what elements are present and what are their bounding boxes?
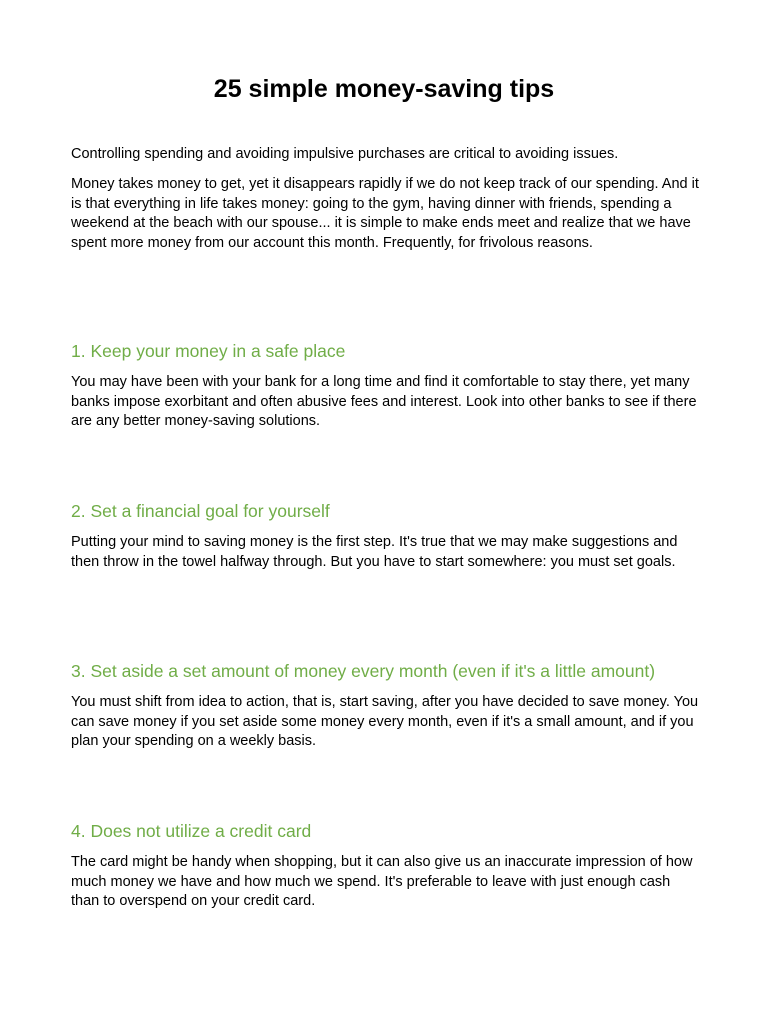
section-heading-2: 2. Set a financial goal for yourself: [71, 501, 330, 521]
section-body-4: The card might be handy when shopping, but it can also give us an inaccurate impression of how much money we have and how much we spend. It's preferable to leave with just enough cash than to overspend on your credit card.: [71, 854, 693, 909]
section-heading-1: 1. Keep your money in a safe place: [71, 341, 346, 361]
section-body-2: Putting your mind to saving money is the first step. It's true that we may make suggestions and then throw in the towel halfway through. But you have to start somewhere: you must set goals.: [71, 534, 678, 570]
section-body-3: You must shift from idea to action, that is, start saving, after you have decided to save money. You can save money if you set aside some money every month, even if it's a small amount, and if you plan your spending on a weekly basis.: [71, 694, 699, 749]
intro-paragraph-1: Controlling spending and avoiding impulsive purchases are critical to avoiding issues.: [71, 146, 619, 162]
section-heading-3: 3. Set aside a set amount of money every month (even if it's a little amount): [71, 661, 656, 681]
document-title: 25 simple money-saving tips: [213, 75, 555, 103]
section-body-1: You may have been with your bank for a long time and find it comfortable to stay there, yet many banks impose exorbitant and often abusive fees and interest. Look into other banks to see if there are any better money-saving solutions.: [71, 374, 697, 429]
section-heading-4: 4. Does not utilize a credit card: [71, 821, 312, 841]
intro-paragraph-2: Money takes money to get, yet it disappears rapidly if we do not keep track of our spending. And it is that everything in life takes money: going to the gym, having dinner with friends, spending a weekend at the beach with our spouse... it is simple to make ends meet and realize that we have spent more money from our account this month. Frequently, for frivolous reasons.: [71, 176, 699, 251]
